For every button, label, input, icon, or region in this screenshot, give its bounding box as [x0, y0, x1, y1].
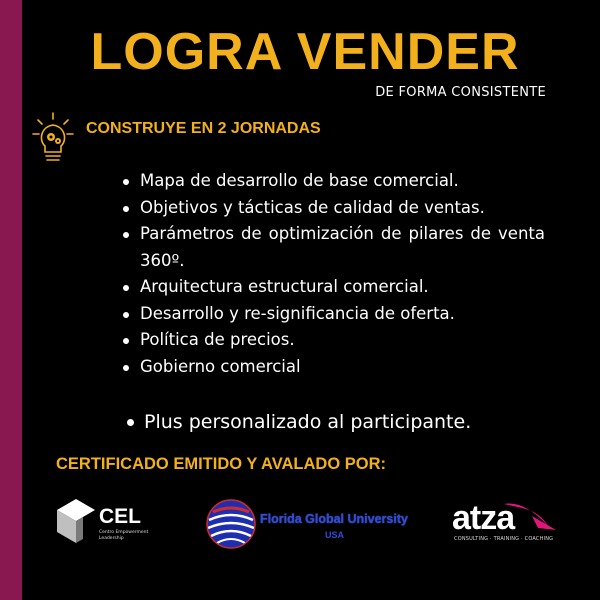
- lightbulb-gears-icon: [32, 110, 82, 168]
- page-subtitle: DE FORMA CONSISTENTE: [375, 85, 546, 100]
- fgu-logo-country: USA: [325, 530, 345, 540]
- list-item: Gobierno comercial: [120, 354, 545, 381]
- atza-logo-text: atza: [452, 499, 515, 537]
- certification-heading: CERTIFICADO EMITIDO Y AVALADO POR:: [56, 455, 387, 473]
- atza-logo-tagline: CONSULTING · TRAINING · COACHING: [454, 536, 554, 542]
- plus-note: Plus personalizado al participante.: [124, 408, 471, 436]
- cel-logo: [55, 497, 160, 547]
- globe-icon: [205, 498, 257, 550]
- cel-cube-icon: [55, 497, 97, 545]
- section-heading: CONSTRUYE EN 2 JORNADAS: [86, 120, 321, 137]
- cel-logo-text: CEL: [99, 505, 141, 528]
- list-item: Política de precios.: [120, 327, 545, 354]
- fgu-logo-text: Florida Global University: [260, 512, 408, 526]
- list-item: Arquitectura estructural comercial.: [120, 274, 545, 301]
- fgu-logo: [205, 498, 450, 554]
- left-accent-bar: [0, 0, 22, 600]
- cel-logo-tagline: Centro Empowerment Leadership: [99, 530, 149, 541]
- list-item: Mapa de desarrollo de base comercial.: [120, 168, 545, 195]
- bullet-list: [120, 168, 545, 380]
- list-item: Parámetros de optimización de pilares de venta 360º.: [120, 221, 545, 274]
- atza-logo: [452, 498, 570, 546]
- list-item: Desarrollo y re-significancia de oferta.: [120, 301, 545, 328]
- list-item: Objetivos y tácticas de calidad de ventas.: [120, 195, 545, 222]
- page-title: LOGRA VENDER: [90, 23, 520, 81]
